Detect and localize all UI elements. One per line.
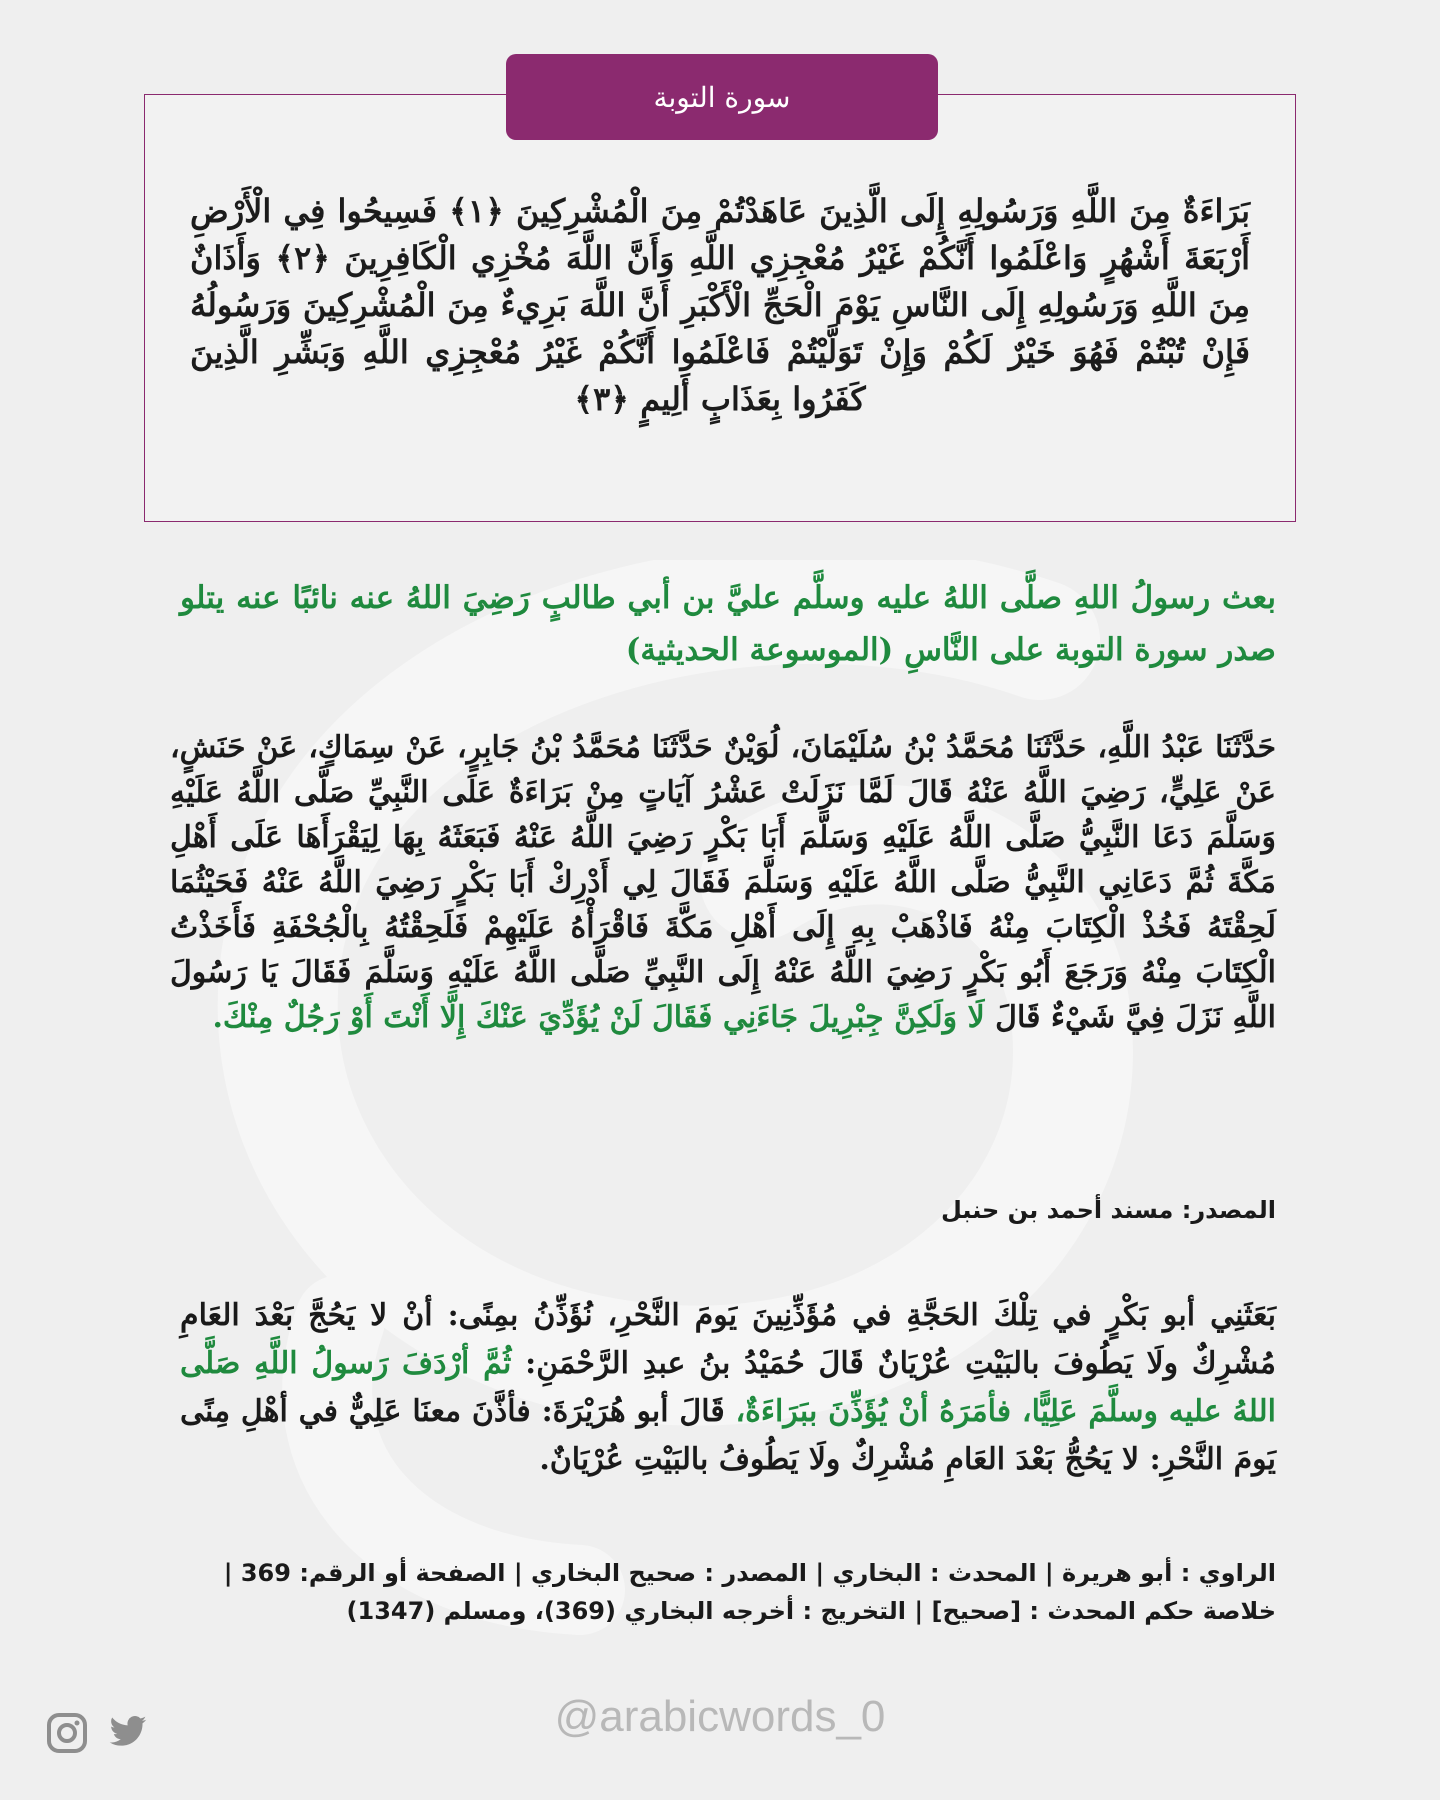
account-handle: @arabicwords_0 <box>554 1692 886 1741</box>
hadith-source: المصدر: مسند أحمد بن حنبل <box>940 1196 1276 1224</box>
hadith-metadata <box>180 1554 1276 1630</box>
hadith-ahmad-text <box>170 725 1276 1040</box>
hadith-bukhari-highlight: ثُمَّ أرْدَفَ رَسولُ اللَّهِ صَلَّى اللهُ عليه وسلَّمَ عَلِيًّا، فأمَرَهُ أنْ يُؤَذِّنَ ببَرَاءَةٌ، <box>180 1346 1276 1429</box>
twitter-icon[interactable] <box>106 1712 150 1752</box>
instagram-icon[interactable] <box>46 1712 88 1754</box>
hadith-bukhari-text <box>180 1292 1276 1484</box>
hadith-bukhari-part1: بَعَثَنِي أبو بَكْرٍ في تِلْكَ الحَجَّةِ في مُؤَذِّنِينَ يَومَ النَّحْرِ، نُؤَذِّنُ بمِنًى: أنْ لا يَحُجَّ بَعْدَ العَامِ مُشْرِكٌ ولَا يَطُوفَ بالبَيْتِ عُرْيَانٌ قَالَ حُمَيْدُ بنُ عبدِ الرَّحْمَنِ: <box>180 1298 1276 1381</box>
surah-title-badge <box>506 54 938 140</box>
hadith-ahmad-body: حَدَّثَنَا عَبْدُ اللَّهِ، حَدَّثَنَا مُحَمَّدُ بْنُ سُلَيْمَانَ، لُوَيْنٌ حَدَّثَنَا مُحَمَّدُ بْنُ جَابِرٍ، عَنْ سِمَاكٍ، عَنْ حَنَشٍ، عَنْ عَلِيٍّ، رَضِيَ اللَّهُ عَنْهُ قَالَ لَمَّا نَزَلَتْ عَشْرُ آيَاتٍ مِنْ بَرَاءَةٌ عَلَى النَّبِيِّ صَلَّى اللَّهُ عَلَيْهِ وَسَلَّمَ دَعَا النَّبِيُّ صَلَّى اللَّهُ عَلَيْهِ وَسَلَّمَ أَبَا بَكْرٍ رَضِيَ اللَّهُ عَنْهُ فَبَعَثَهُ بِهَا لِيَقْرَأَهَا عَلَى أَهْلِ مَكَّةَ ثُمَّ دَعَانِي النَّبِيُّ صَلَّى اللَّهُ عَلَيْهِ وَسَلَّمَ فَقَالَ لِي أَدْرِكْ أَبَا بَكْرٍ رَضِيَ اللَّهُ عَنْهُ فَحَيْثُمَا لَحِقْتَهُ فَخُذْ الْكِتَابَ مِنْهُ فَاذْهَبْ بِهِ إِلَى أَهْلِ مَكَّةَ فَاقْرَأْهُ عَلَيْهِمْ فَلَحِقْتُهُ بِالْجُحْفَةِ فَأَخَذْتُ الْكِتَابَ مِنْهُ وَرَجَعَ أَبُو بَكْرٍ رَضِيَ اللَّهُ عَنْهُ إِلَى النَّبِيِّ صَلَّى اللَّهُ عَلَيْهِ وَسَلَّمَ فَقَالَ يَا رَسُولَ اللَّهِ نَزَلَ فِيَّ شَيْءٌ قَالَ <box>170 730 1276 1035</box>
surah-title: سورة التوبة <box>653 80 791 114</box>
quran-verses-text: بَرَاءَةٌ مِنَ اللَّهِ وَرَسُولِهِ إِلَى الَّذِينَ عَاهَدْتُمْ مِنَ الْمُشْرِكِينَ ﴿١﴾ فَسِيحُوا فِي الْأَرْضِ أَرْبَعَةَ أَشْهُرٍ وَاعْلَمُوا أَنَّكُمْ غَيْرُ مُعْجِزِي اللَّهِ وَأَنَّ اللَّهَ مُخْزِي الْكَافِرِينَ ﴿٢﴾ وَأَذَانٌ مِنَ اللَّهِ وَرَسُولِهِ إِلَى النَّاسِ يَوْمَ الْحَجِّ الْأَكْبَرِ أَنَّ اللَّهَ بَرِيءٌ مِنَ الْمُشْرِكِينَ وَرَسُولُهُ فَإِنْ تُبْتُمْ فَهُوَ خَيْرٌ لَكُمْ وَإِنْ تَوَلَّيْتُمْ فَاعْلَمُوا أَنَّكُمْ غَيْرُ مُعْجِزِي اللَّهِ وَبَشِّرِ الَّذِينَ كَفَرُوا بِعَذَابٍ أَلِيمٍ ﴿٣﴾ <box>190 192 1251 418</box>
hadith-metadata-line1: الراوي : أبو هريرة | المحدث : البخاري | المصدر : صحيح البخاري | الصفحة أو الرقم: 369 | <box>223 1559 1276 1587</box>
hadith-metadata-line2: خلاصة حكم المحدث : [صحيح] | التخريج : أخرجه البخاري (369)، ومسلم (1347) <box>346 1597 1276 1625</box>
hadith-bukhari-part2: قَالَ أبو هُرَيْرَةَ: فأذَّنَ معنَا عَلِيٌّ في أهْلِ مِنًى يَومَ النَّحْرِ: لا يَحُجُّ بَعْدَ العَامِ مُشْرِكٌ ولَا يَطُوفُ بالبَيْتِ عُرْيَانٌ. <box>180 1394 1276 1477</box>
hadith-ahmad-highlight: لَا وَلَكِنَّ جِبْرِيلَ جَاءَنِي فَقَالَ لَنْ يُؤَدِّيَ عَنْكَ إِلَّا أَنْتَ أَوْ رَجُلٌ مِنْكَ. <box>212 1000 985 1035</box>
hadith-headline: بعث رسولُ اللهِ صلَّى اللهُ عليه وسلَّم عليَّ بن أبي طالبٍ رَضِيَ اللهُ عنه نائبًا عنه يتلو صدر سورة التوبة على النَّاسِ (الموسوعة الحديثية) <box>180 580 1276 668</box>
